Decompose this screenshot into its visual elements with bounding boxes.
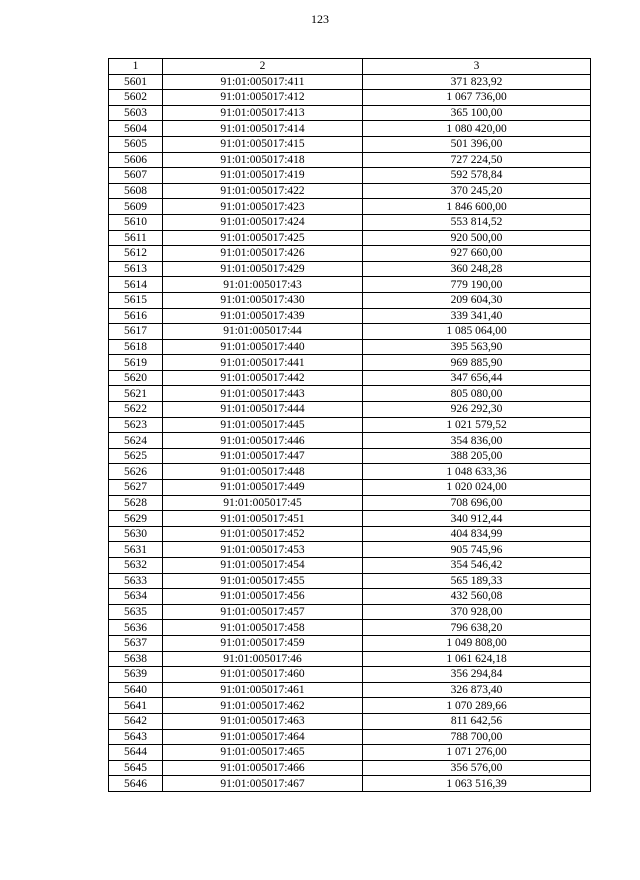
cell-row-number: 5634 bbox=[109, 589, 163, 605]
table-row bbox=[109, 152, 591, 168]
table-row bbox=[109, 558, 591, 574]
table-row bbox=[109, 713, 591, 729]
cell-cadastral-number: 91:01:005017:458 bbox=[163, 620, 363, 636]
cell-row-number: 5607 bbox=[109, 168, 163, 184]
cell-cadastral-number: 91:01:005017:414 bbox=[163, 121, 363, 137]
cell-cadastral-number: 91:01:005017:467 bbox=[163, 776, 363, 792]
cadastral-value-table bbox=[108, 58, 591, 792]
cell-row-number: 5613 bbox=[109, 261, 163, 277]
cell-cadastral-value: 501 396,00 bbox=[363, 136, 591, 152]
cell-cadastral-value: 565 189,33 bbox=[363, 573, 591, 589]
table-row bbox=[109, 464, 591, 480]
cell-cadastral-value: 370 928,00 bbox=[363, 604, 591, 620]
cell-cadastral-value: 432 560,08 bbox=[363, 589, 591, 605]
cell-cadastral-number: 91:01:005017:439 bbox=[163, 308, 363, 324]
table-row bbox=[109, 760, 591, 776]
table-header-row bbox=[109, 59, 591, 75]
cell-cadastral-number: 91:01:005017:446 bbox=[163, 433, 363, 449]
cell-cadastral-number: 91:01:005017:429 bbox=[163, 261, 363, 277]
cell-cadastral-value: 779 190,00 bbox=[363, 277, 591, 293]
cell-row-number: 5624 bbox=[109, 433, 163, 449]
cell-row-number: 5605 bbox=[109, 136, 163, 152]
cell-cadastral-number: 91:01:005017:451 bbox=[163, 511, 363, 527]
cell-cadastral-number: 91:01:005017:43 bbox=[163, 277, 363, 293]
cell-cadastral-value: 339 341,40 bbox=[363, 308, 591, 324]
cell-cadastral-number: 91:01:005017:452 bbox=[163, 526, 363, 542]
table-row bbox=[109, 542, 591, 558]
cell-cadastral-value: 1 085 064,00 bbox=[363, 324, 591, 340]
cell-row-number: 5602 bbox=[109, 90, 163, 106]
cell-cadastral-number: 91:01:005017:461 bbox=[163, 682, 363, 698]
cell-cadastral-number: 91:01:005017:457 bbox=[163, 604, 363, 620]
table-row bbox=[109, 105, 591, 121]
cell-row-number: 5642 bbox=[109, 713, 163, 729]
cell-row-number: 5628 bbox=[109, 495, 163, 511]
table-row bbox=[109, 277, 591, 293]
cell-cadastral-value: 708 696,00 bbox=[363, 495, 591, 511]
cell-cadastral-value: 905 745,96 bbox=[363, 542, 591, 558]
cell-cadastral-number: 91:01:005017:443 bbox=[163, 386, 363, 402]
cell-row-number: 5626 bbox=[109, 464, 163, 480]
cell-cadastral-number: 91:01:005017:462 bbox=[163, 698, 363, 714]
cell-cadastral-number: 91:01:005017:464 bbox=[163, 729, 363, 745]
cell-cadastral-number: 91:01:005017:449 bbox=[163, 480, 363, 496]
cell-row-number: 5632 bbox=[109, 558, 163, 574]
cell-cadastral-value: 340 912,44 bbox=[363, 511, 591, 527]
table-row bbox=[109, 121, 591, 137]
cell-cadastral-value: 1 048 633,36 bbox=[363, 464, 591, 480]
table-row bbox=[109, 604, 591, 620]
cell-cadastral-value: 395 563,90 bbox=[363, 339, 591, 355]
table-row bbox=[109, 74, 591, 90]
cell-cadastral-value: 1 080 420,00 bbox=[363, 121, 591, 137]
column-header-cadastral-value: 3 bbox=[363, 59, 591, 75]
cell-cadastral-value: 370 245,20 bbox=[363, 183, 591, 199]
cell-row-number: 5630 bbox=[109, 526, 163, 542]
page-number: 123 bbox=[311, 12, 329, 26]
cell-cadastral-number: 91:01:005017:465 bbox=[163, 745, 363, 761]
cell-row-number: 5623 bbox=[109, 417, 163, 433]
cell-row-number: 5633 bbox=[109, 573, 163, 589]
table-row bbox=[109, 199, 591, 215]
cell-cadastral-value: 365 100,00 bbox=[363, 105, 591, 121]
table-row bbox=[109, 261, 591, 277]
table-row bbox=[109, 776, 591, 792]
cell-row-number: 5641 bbox=[109, 698, 163, 714]
cell-cadastral-number: 91:01:005017:45 bbox=[163, 495, 363, 511]
cell-row-number: 5601 bbox=[109, 74, 163, 90]
cell-cadastral-value: 354 546,42 bbox=[363, 558, 591, 574]
cell-cadastral-value: 1 071 276,00 bbox=[363, 745, 591, 761]
cell-cadastral-number: 91:01:005017:454 bbox=[163, 558, 363, 574]
cell-row-number: 5616 bbox=[109, 308, 163, 324]
cell-cadastral-number: 91:01:005017:455 bbox=[163, 573, 363, 589]
cell-row-number: 5629 bbox=[109, 511, 163, 527]
cell-cadastral-number: 91:01:005017:448 bbox=[163, 464, 363, 480]
cell-cadastral-number: 91:01:005017:44 bbox=[163, 324, 363, 340]
cell-row-number: 5609 bbox=[109, 199, 163, 215]
table-row bbox=[109, 292, 591, 308]
column-header-number: 1 bbox=[109, 59, 163, 75]
table-row bbox=[109, 90, 591, 106]
cell-cadastral-number: 91:01:005017:447 bbox=[163, 448, 363, 464]
cell-cadastral-value: 788 700,00 bbox=[363, 729, 591, 745]
cell-cadastral-value: 356 576,00 bbox=[363, 760, 591, 776]
cell-row-number: 5631 bbox=[109, 542, 163, 558]
cell-row-number: 5615 bbox=[109, 292, 163, 308]
cell-cadastral-value: 404 834,99 bbox=[363, 526, 591, 542]
cell-cadastral-number: 91:01:005017:444 bbox=[163, 402, 363, 418]
cell-row-number: 5646 bbox=[109, 776, 163, 792]
table-row bbox=[109, 214, 591, 230]
cell-cadastral-number: 91:01:005017:46 bbox=[163, 651, 363, 667]
cell-cadastral-number: 91:01:005017:419 bbox=[163, 168, 363, 184]
cell-cadastral-value: 920 500,00 bbox=[363, 230, 591, 246]
cell-row-number: 5608 bbox=[109, 183, 163, 199]
table-row bbox=[109, 698, 591, 714]
cell-row-number: 5622 bbox=[109, 402, 163, 418]
cell-row-number: 5619 bbox=[109, 355, 163, 371]
cell-row-number: 5639 bbox=[109, 667, 163, 683]
cell-cadastral-number: 91:01:005017:424 bbox=[163, 214, 363, 230]
cell-cadastral-number: 91:01:005017:456 bbox=[163, 589, 363, 605]
cell-cadastral-number: 91:01:005017:463 bbox=[163, 713, 363, 729]
cell-cadastral-value: 727 224,50 bbox=[363, 152, 591, 168]
cell-row-number: 5603 bbox=[109, 105, 163, 121]
cell-cadastral-number: 91:01:005017:413 bbox=[163, 105, 363, 121]
cell-cadastral-value: 969 885,90 bbox=[363, 355, 591, 371]
cell-cadastral-value: 1 049 808,00 bbox=[363, 635, 591, 651]
cell-cadastral-number: 91:01:005017:466 bbox=[163, 760, 363, 776]
cell-cadastral-value: 927 660,00 bbox=[363, 246, 591, 262]
cell-cadastral-value: 1 067 736,00 bbox=[363, 90, 591, 106]
cell-cadastral-value: 796 638,20 bbox=[363, 620, 591, 636]
cell-row-number: 5638 bbox=[109, 651, 163, 667]
table-row bbox=[109, 495, 591, 511]
table-row bbox=[109, 402, 591, 418]
table-row bbox=[109, 589, 591, 605]
cell-row-number: 5604 bbox=[109, 121, 163, 137]
table-row bbox=[109, 168, 591, 184]
table-row bbox=[109, 651, 591, 667]
table-row bbox=[109, 448, 591, 464]
table-row bbox=[109, 183, 591, 199]
cell-cadastral-number: 91:01:005017:422 bbox=[163, 183, 363, 199]
cell-cadastral-number: 91:01:005017:412 bbox=[163, 90, 363, 106]
cell-cadastral-value: 356 294,84 bbox=[363, 667, 591, 683]
cell-cadastral-number: 91:01:005017:423 bbox=[163, 199, 363, 215]
table-row bbox=[109, 355, 591, 371]
table-row bbox=[109, 745, 591, 761]
cell-cadastral-number: 91:01:005017:440 bbox=[163, 339, 363, 355]
cell-row-number: 5621 bbox=[109, 386, 163, 402]
cell-cadastral-number: 91:01:005017:415 bbox=[163, 136, 363, 152]
cell-cadastral-value: 926 292,30 bbox=[363, 402, 591, 418]
cell-row-number: 5635 bbox=[109, 604, 163, 620]
cell-cadastral-value: 209 604,30 bbox=[363, 292, 591, 308]
table-row bbox=[109, 339, 591, 355]
cell-cadastral-value: 1 063 516,39 bbox=[363, 776, 591, 792]
cell-row-number: 5637 bbox=[109, 635, 163, 651]
table-row bbox=[109, 386, 591, 402]
cell-row-number: 5625 bbox=[109, 448, 163, 464]
cell-cadastral-number: 91:01:005017:426 bbox=[163, 246, 363, 262]
table-row bbox=[109, 480, 591, 496]
cell-cadastral-value: 326 873,40 bbox=[363, 682, 591, 698]
cell-row-number: 5620 bbox=[109, 370, 163, 386]
cell-cadastral-value: 388 205,00 bbox=[363, 448, 591, 464]
table-row bbox=[109, 324, 591, 340]
cell-cadastral-number: 91:01:005017:459 bbox=[163, 635, 363, 651]
cell-row-number: 5643 bbox=[109, 729, 163, 745]
cell-cadastral-number: 91:01:005017:418 bbox=[163, 152, 363, 168]
cell-row-number: 5636 bbox=[109, 620, 163, 636]
table-row bbox=[109, 573, 591, 589]
cell-cadastral-value: 360 248,28 bbox=[363, 261, 591, 277]
table-row bbox=[109, 246, 591, 262]
cell-row-number: 5612 bbox=[109, 246, 163, 262]
cell-cadastral-number: 91:01:005017:430 bbox=[163, 292, 363, 308]
table-row bbox=[109, 635, 591, 651]
cell-cadastral-value: 1 070 289,66 bbox=[363, 698, 591, 714]
table-row bbox=[109, 433, 591, 449]
table-row bbox=[109, 136, 591, 152]
cell-cadastral-value: 592 578,84 bbox=[363, 168, 591, 184]
cell-cadastral-value: 1 061 624,18 bbox=[363, 651, 591, 667]
cell-cadastral-value: 1 020 024,00 bbox=[363, 480, 591, 496]
table-row bbox=[109, 620, 591, 636]
cell-row-number: 5611 bbox=[109, 230, 163, 246]
table-row bbox=[109, 667, 591, 683]
cell-cadastral-value: 347 656,44 bbox=[363, 370, 591, 386]
table-row bbox=[109, 308, 591, 324]
cell-cadastral-value: 553 814,52 bbox=[363, 214, 591, 230]
cell-row-number: 5614 bbox=[109, 277, 163, 293]
table-row bbox=[109, 682, 591, 698]
cell-row-number: 5645 bbox=[109, 760, 163, 776]
cell-row-number: 5606 bbox=[109, 152, 163, 168]
cell-cadastral-value: 371 823,92 bbox=[363, 74, 591, 90]
cell-cadastral-value: 354 836,00 bbox=[363, 433, 591, 449]
table-row bbox=[109, 526, 591, 542]
table-row bbox=[109, 511, 591, 527]
table-row bbox=[109, 729, 591, 745]
cell-cadastral-number: 91:01:005017:453 bbox=[163, 542, 363, 558]
cell-cadastral-number: 91:01:005017:411 bbox=[163, 74, 363, 90]
column-header-cadastral-number: 2 bbox=[163, 59, 363, 75]
cell-row-number: 5644 bbox=[109, 745, 163, 761]
cell-cadastral-number: 91:01:005017:460 bbox=[163, 667, 363, 683]
table-body bbox=[109, 74, 591, 791]
table-row bbox=[109, 230, 591, 246]
cell-cadastral-number: 91:01:005017:425 bbox=[163, 230, 363, 246]
cell-cadastral-value: 811 642,56 bbox=[363, 713, 591, 729]
table-row bbox=[109, 417, 591, 433]
cell-cadastral-value: 1 846 600,00 bbox=[363, 199, 591, 215]
cell-row-number: 5618 bbox=[109, 339, 163, 355]
cell-cadastral-number: 91:01:005017:441 bbox=[163, 355, 363, 371]
cell-row-number: 5617 bbox=[109, 324, 163, 340]
cell-cadastral-number: 91:01:005017:445 bbox=[163, 417, 363, 433]
cell-cadastral-value: 805 080,00 bbox=[363, 386, 591, 402]
cell-cadastral-value: 1 021 579,52 bbox=[363, 417, 591, 433]
table-row bbox=[109, 370, 591, 386]
cell-cadastral-number: 91:01:005017:442 bbox=[163, 370, 363, 386]
cell-row-number: 5627 bbox=[109, 480, 163, 496]
cell-row-number: 5610 bbox=[109, 214, 163, 230]
cell-row-number: 5640 bbox=[109, 682, 163, 698]
